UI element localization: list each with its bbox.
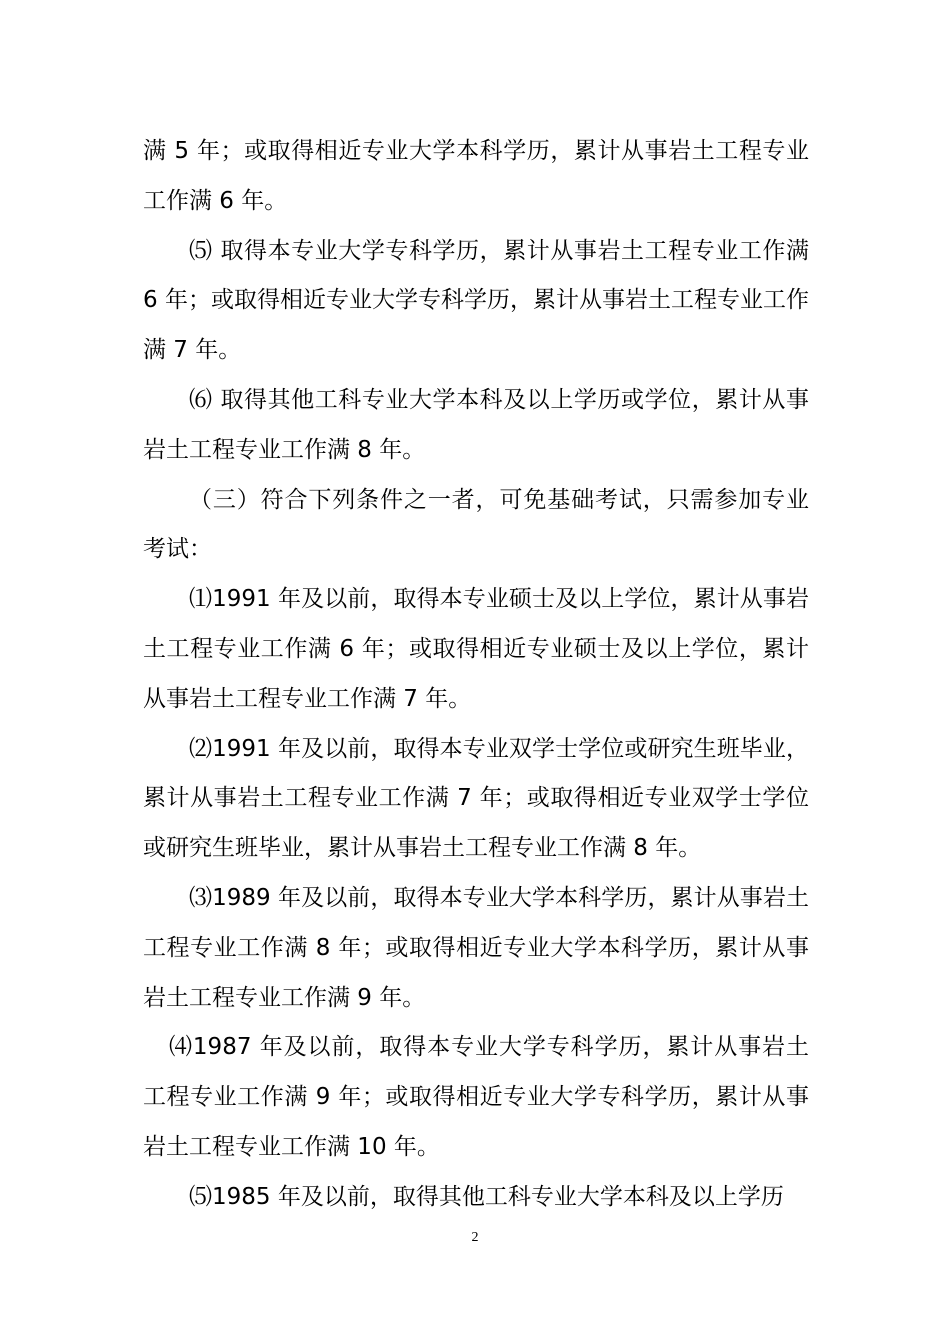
list-item-3-3: ⑶1989 年及以前，取得本专业大学本科学历，累计从事岩土工程专业工作满 8 年；或取得相近专业大学本科学历，累计从事岩土工程专业工作满 9 年。 bbox=[143, 884, 809, 1011]
list-item-3-5: ⑸1985 年及以前，取得其他工科专业大学本科及以上学历 bbox=[189, 1183, 784, 1210]
list-item-2-5: ⑸ 取得本专业大学专科学历，累计从事岩土工程专业工作满 6 年；或取得相近专业大学专科学历，累计从事岩土工程专业工作满 7 年。 bbox=[143, 237, 809, 364]
page-number: 2 bbox=[471, 1230, 479, 1245]
paragraph-continued: 满 5 年；或取得相近专业大学本科学历，累计从事岩土工程专业工作满 6 年。 bbox=[143, 138, 809, 214]
list-item-3-4: ⑷1987 年及以前，取得本专业大学专科学历，累计从事岩土工程专业工作满 9 年；或取得相近专业大学专科学历，累计从事岩土工程专业工作满 10 年。 bbox=[143, 1034, 809, 1160]
section-heading-3: （三）符合下列条件之一者，可免基础考试，只需参加专业考试： bbox=[143, 486, 809, 563]
list-item-3-1: ⑴1991 年及以前，取得本专业硕士及以上学位，累计从事岩土工程专业工作满 6 年；或取得相近专业硕士及以上学位，累计从事岩土工程专业工作满 7 年。 bbox=[143, 586, 809, 712]
list-item-3-2: ⑵1991 年及以前，取得本专业双学士学位或研究生班毕业，累计从事岩土工程专业工作满 7 年；或取得相近专业双学士学位或研究生班毕业，累计从事岩土工程专业工作满 8 年。 bbox=[143, 735, 809, 862]
list-item-2-6: ⑹ 取得其他工科专业大学本科及以上学历或学位，累计从事岩土工程专业工作满 8 年。 bbox=[143, 386, 809, 463]
document-body bbox=[143, 127, 809, 1223]
